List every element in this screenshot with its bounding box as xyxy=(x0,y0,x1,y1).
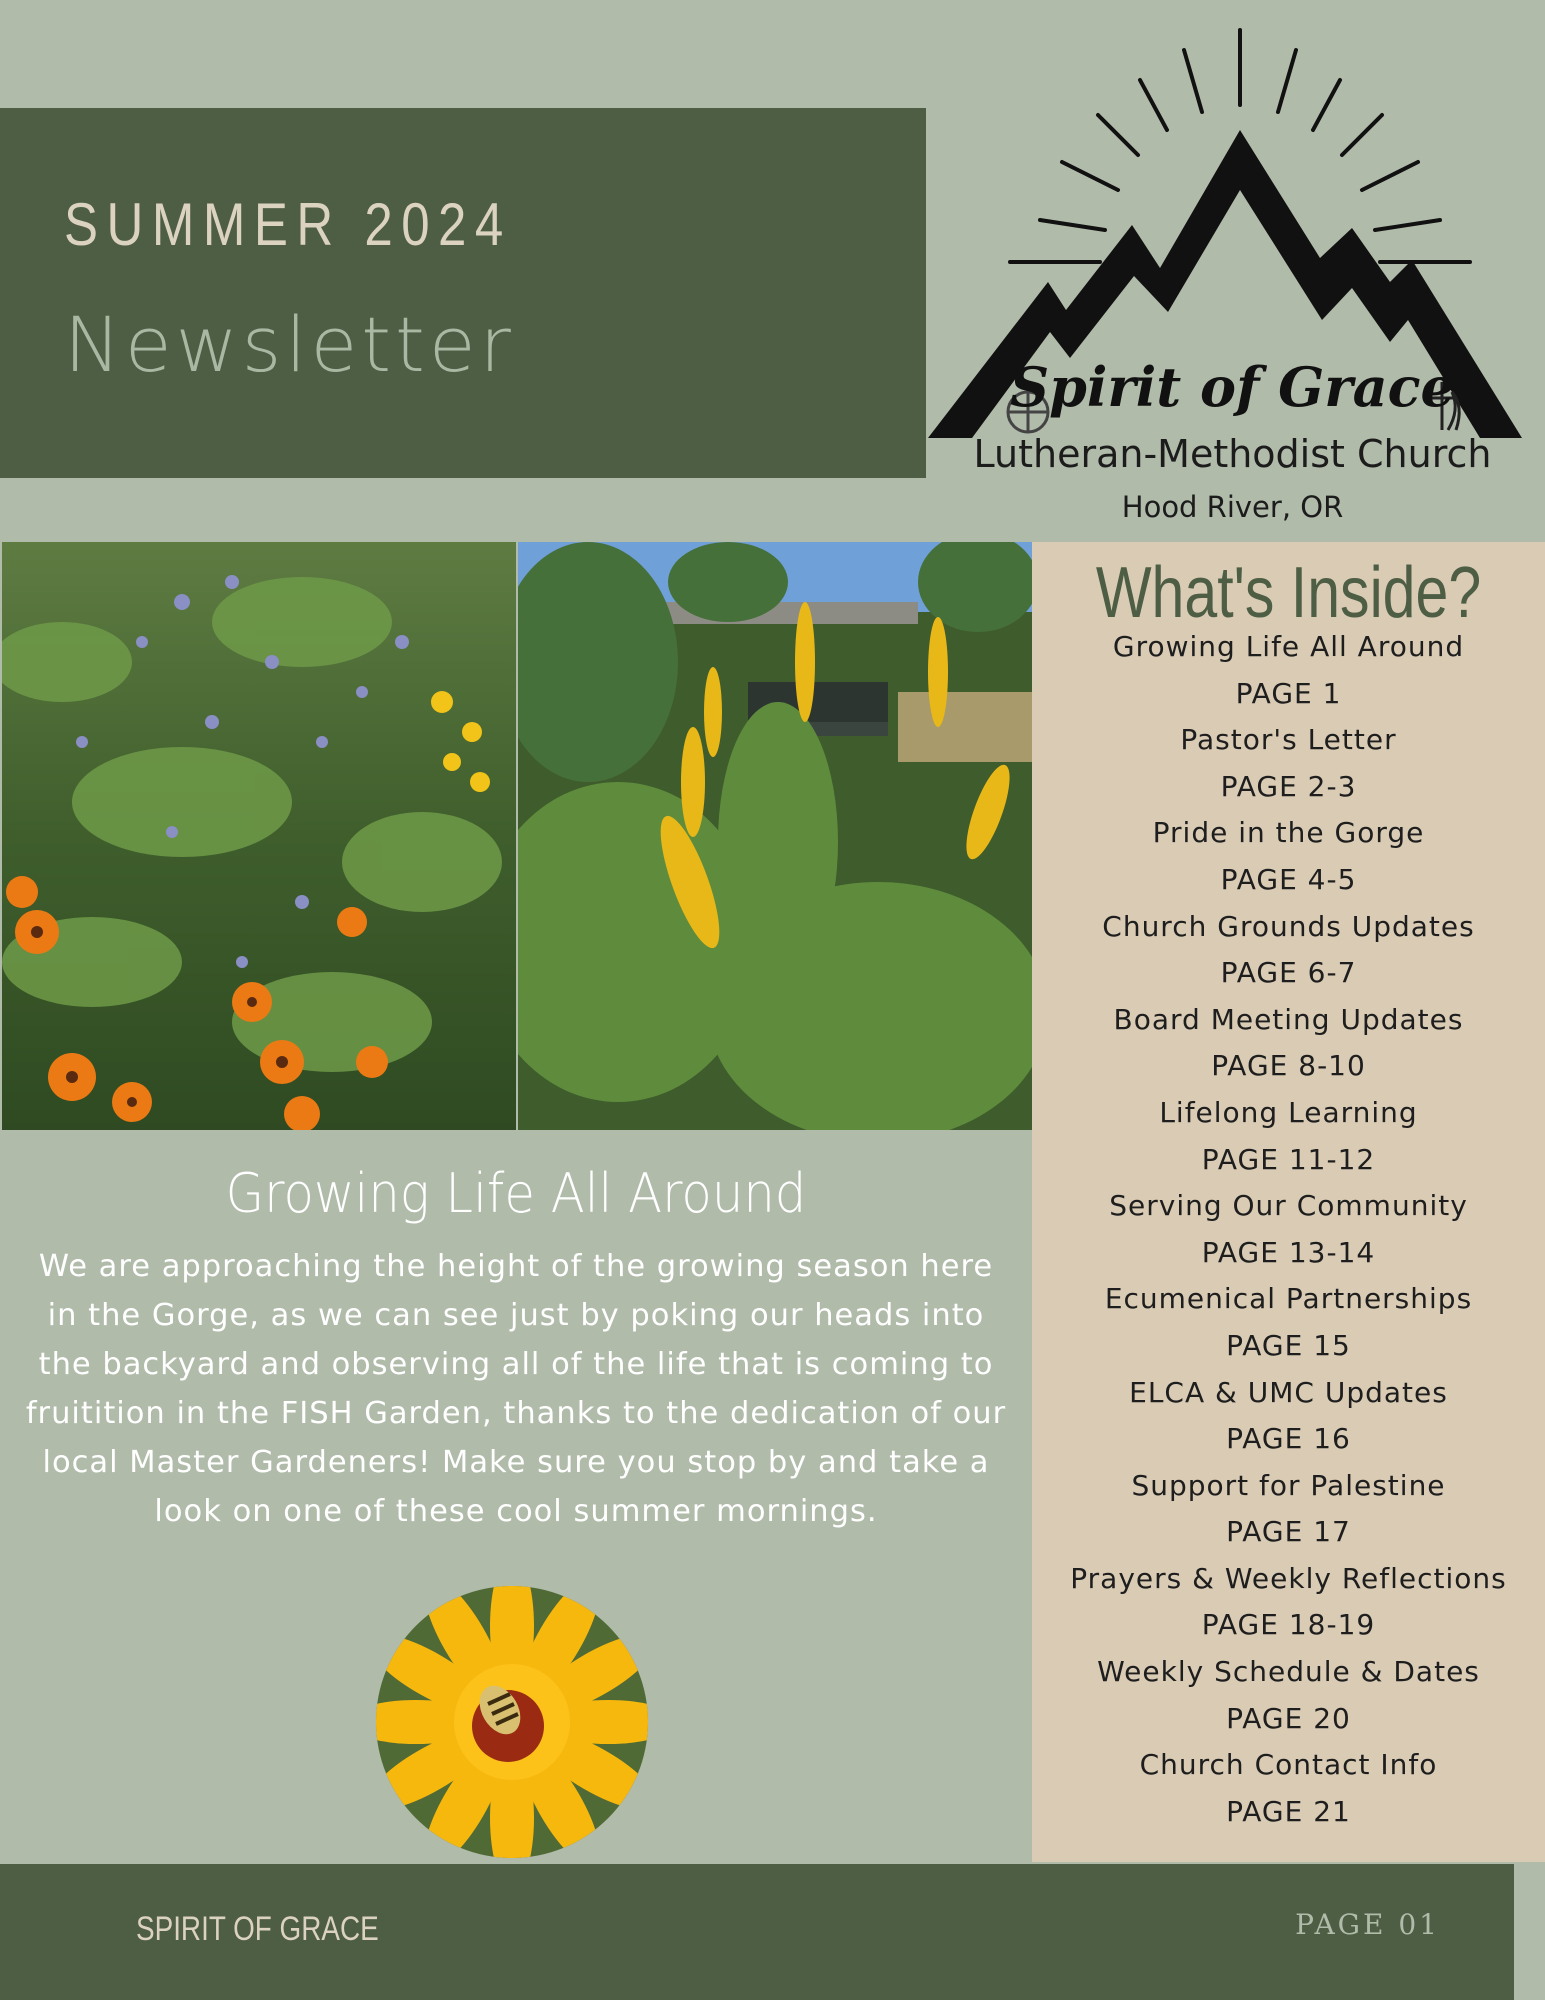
toc-entry: Pastor's Letter xyxy=(1180,723,1397,757)
calendula-bee-photo xyxy=(376,1586,648,1858)
toc-entry: Ecumenical Partnerships xyxy=(1104,1282,1473,1316)
footer-church-name: SPIRIT OF GRACE xyxy=(136,1910,379,1948)
toc-page: PAGE 21 xyxy=(1226,1794,1351,1828)
toc-page: PAGE 6-7 xyxy=(1220,956,1357,990)
toc-page: PAGE 18-19 xyxy=(1201,1608,1376,1642)
newsletter-title: Newsletter xyxy=(64,300,515,389)
toc-entry: Support for Palestine xyxy=(1131,1468,1446,1502)
church-logo xyxy=(920,20,1545,540)
toc-entry: Weekly Schedule & Dates xyxy=(1097,1655,1480,1689)
toc-page: PAGE 16 xyxy=(1226,1422,1351,1456)
toc-entry: Serving Our Community xyxy=(1109,1189,1468,1223)
toc-page: PAGE 13-14 xyxy=(1201,1235,1376,1269)
garden-photo-wildflowers xyxy=(2,542,516,1130)
logo-church-location: Hood River, OR xyxy=(1121,490,1344,524)
table-of-contents xyxy=(1032,542,1545,1862)
article-title: Growing Life All Around xyxy=(225,1162,807,1225)
toc-page: PAGE 15 xyxy=(1226,1328,1351,1362)
issue-season: SUMMER 2024 xyxy=(64,191,512,258)
toc-page: PAGE 8-10 xyxy=(1211,1049,1366,1083)
toc-entry: ELCA & UMC Updates xyxy=(1129,1375,1448,1409)
toc-entry: Board Meeting Updates xyxy=(1113,1002,1464,1036)
toc-page: PAGE 17 xyxy=(1226,1515,1351,1549)
logo-church-denomination: Lutheran-Methodist Church xyxy=(973,432,1492,476)
toc-entry: Growing Life All Around xyxy=(1112,630,1465,663)
footer-band xyxy=(0,1864,1514,2000)
page-number: PAGE 01 xyxy=(1295,1908,1440,1941)
toc-entry: Pride in the Gorge xyxy=(1152,816,1425,850)
toc-entry: Lifelong Learning xyxy=(1159,1095,1418,1129)
article-body: We are approaching the height of the growing season here in the Gorge, as we can see just by poking our heads into the backyard and observing all of the life that is coming to fruitition in the FISH Garden, thanks to the dedication of our local Master Gardeners! Make sure you stop by and take a look on one of these cool summer mornings. xyxy=(25,1249,1007,1529)
header-band xyxy=(0,108,926,478)
toc-entry: Church Contact Info xyxy=(1139,1748,1438,1782)
toc-page: PAGE 2-3 xyxy=(1220,769,1357,803)
logo-church-name: Spirit of Grace xyxy=(1010,355,1455,419)
toc-heading: What's Inside? xyxy=(1095,553,1482,633)
toc-entry: Prayers & Weekly Reflections xyxy=(1070,1561,1507,1595)
toc-page: PAGE 20 xyxy=(1226,1701,1351,1735)
garden-photo-goldenrod xyxy=(518,542,1032,1130)
toc-page: PAGE 11-12 xyxy=(1201,1142,1376,1176)
toc-page: PAGE 1 xyxy=(1235,676,1342,710)
toc-entry: Church Grounds Updates xyxy=(1102,909,1475,943)
toc-page: PAGE 4-5 xyxy=(1220,862,1357,896)
toc-list xyxy=(1032,624,1545,1835)
